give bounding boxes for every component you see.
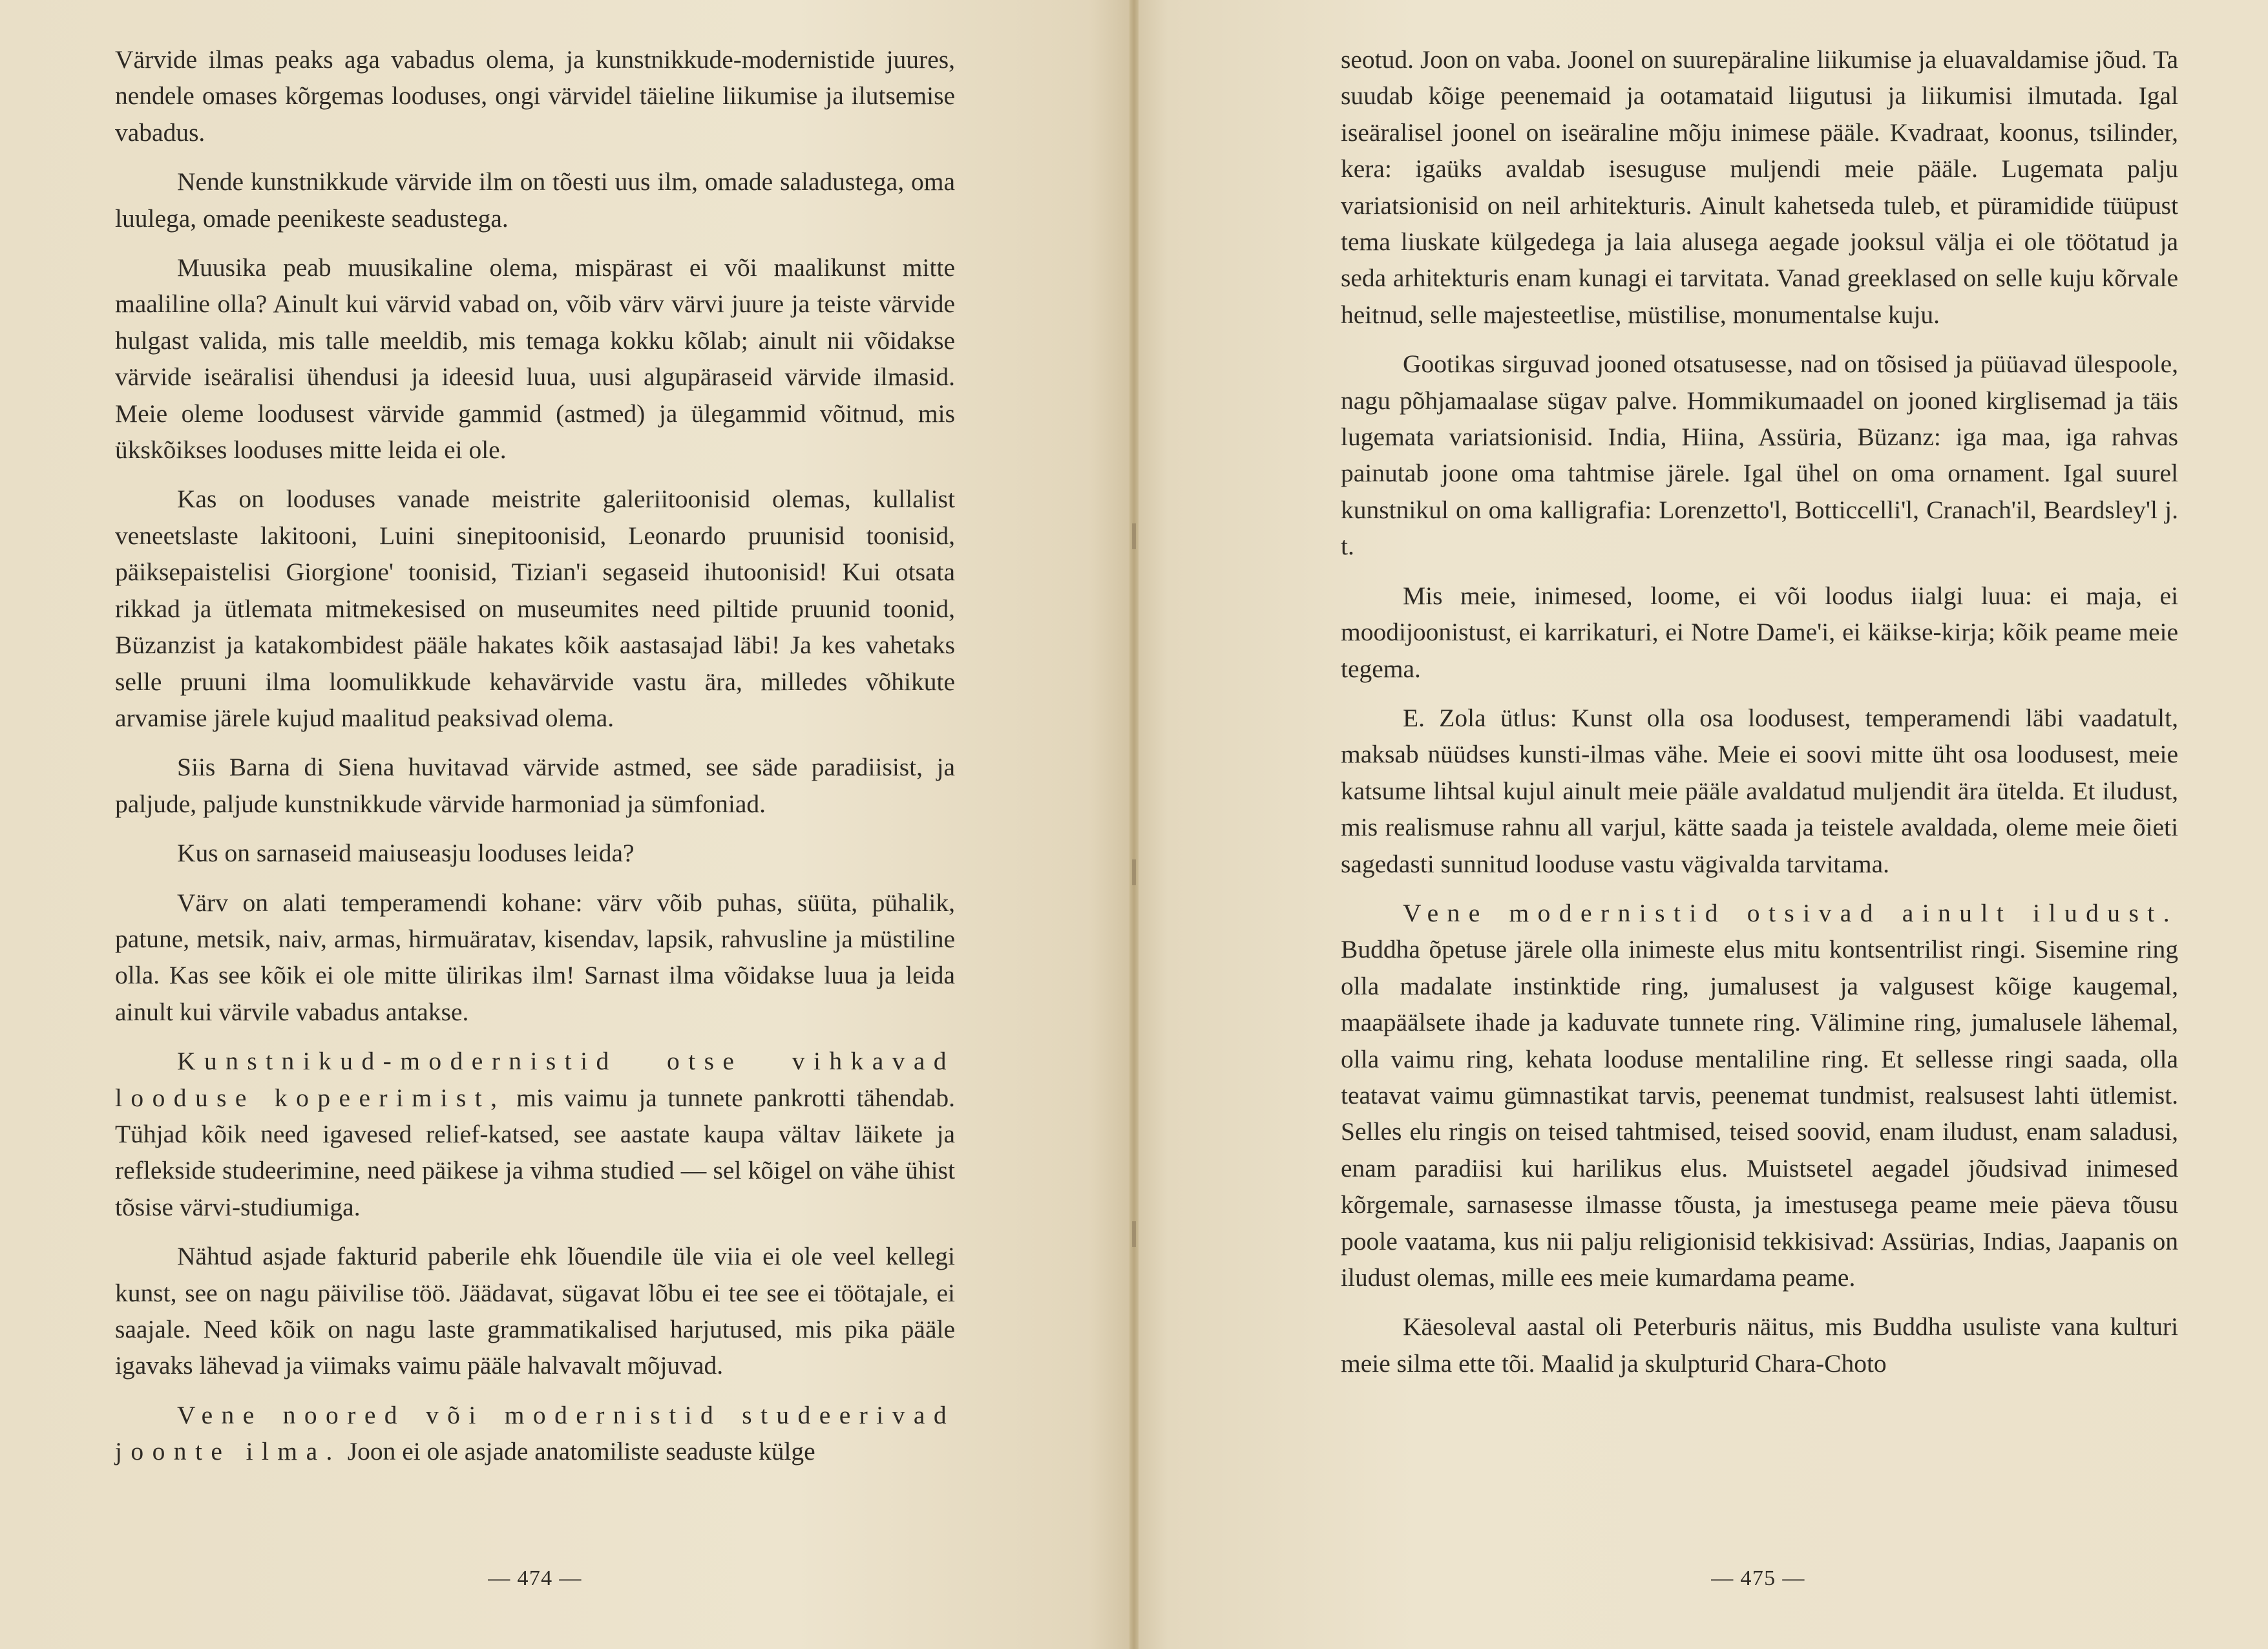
paragraph-text: Mis meie, inimesed, loome, ei või loodus iialgi luua: ei maja, ei moodijoonistust, ei karrikaturi, ei Notre Dame'i, ei käikse-kirja; kõik peame meie tegema. xyxy=(1341,581,2178,683)
page-number: — 474 — xyxy=(488,1566,582,1590)
paragraph-text: mis vaimu ja tunnete pankrotti tähendab. Tühjad kõik need igavesed relief-katsed, see aastate kaupa vältav läikete ja reflekside studeerimine, need päikese ja vihma studied — sel kõigel on vähe ühist tõsise värvi-studiumiga. xyxy=(115,1083,956,1221)
paragraph xyxy=(115,163,955,236)
paragraph-text: Gootikas sirguvad jooned otsatusesse, nad on tõsised ja püüavad ülespoole, nagu põhjamaalase sügav palve. Hommikumaadel on jooned kirglisemad ja täis lugemata variatsionisid. India, Hiina, Assüria, Büzanz: iga maa, iga rahvas painutab joone oma tahtmise järele. Igal ühel on oma ornament. Igal suurel kunstnikul on oma kalligrafia: Lorenzetto'l, Botticcelli'l, Cranach'il, Beardsley'l j. t. xyxy=(1341,350,2178,561)
paragraph-text: Siis Barna di Siena huvitavad värvide astmed, see säde paradiisist, ja paljude, paljude kunstnikkude värvide harmoniad ja sümfoniad. xyxy=(115,753,955,818)
paragraph xyxy=(1341,41,2178,333)
right-page xyxy=(1134,0,2268,1649)
paragraph xyxy=(115,41,955,151)
spaced-emphasis: Kunstnikud-modernistid otse vihkavad looduse kopeerimist, xyxy=(115,1047,955,1112)
paragraph-text: Nähtud asjade fakturid paberile ehk lõuendile üle viia ei ole veel kellegi kunst, see on nagu päivilise töö. Jäädavat, sügavat lõbu ei tee see ei töötajale, ei saajale. Need kõik on nagu laste grammatikalised harjutused, mis pika pääle igavaks lähevad ja viimaks vaimu pääle halvavalt mõjuvad. xyxy=(115,1242,955,1380)
paragraph xyxy=(115,885,955,1031)
paragraph-text: Muusika peab muusikaline olema, mispärast ei või maalikunst mitte maaliline olla? Ainult kui värvid vabad on, võib värv värvi juure ja teiste värvide hulgast valida, mis talle meeldib, mis temaga kokku kõlab; ainult nii võidakse värvide iseäralisi ühendusi ja ideesid luua, uusi algupäraseid värvide ilmasid. Meie oleme loodusest värvide gammid (astmed) ja ülegammid võitnud, mis ükskõikses looduses mitte leida ei ole. xyxy=(115,253,955,465)
right-page-text xyxy=(1341,41,2178,1381)
paragraph-text: seotud. Joon on vaba. Joonel on suurepäraline liikumise ja eluavaldamise jõud. Ta suudab kõige peenemaid ja ootamataid liigutusi ja liikumisi ilmutada. Igal iseäralisel joonel on iseäraline mõju inimese pääle. Kvadraat, koonus, tsilinder, kera: igaüks avaldab isesuguse muljendi meie pääle. Lugemata palju variatsionisid on neil arhitekturis. Ainult kahetseda tuleb, et püramidide tüüpust tema liuskate külgedega ja laia alusega aegade jooksul välja ei ole töötatud ja seda arhitekturis enam kunagi ei tarvitata. Vanad greeklased on selle kuju kõrvale heitnud, selle majesteetlise, müstilise, monumentalse kuju. xyxy=(1341,45,2178,329)
paragraph xyxy=(1341,578,2178,687)
left-page-text xyxy=(115,41,955,1470)
paragraph xyxy=(115,481,955,736)
page-number: — 475 — xyxy=(1711,1566,1805,1590)
spaced-emphasis: Vene noored või modernistid studeerivad joonte ilma. xyxy=(115,1400,955,1466)
binding-stitch xyxy=(1132,1221,1136,1247)
paragraph xyxy=(115,749,955,822)
paragraph-text: Kus on sarnaseid maiuseasju looduses leida? xyxy=(177,839,635,868)
paragraph xyxy=(115,1043,955,1225)
paragraph xyxy=(115,249,955,468)
paragraph-text: Värvide ilmas peaks aga vabadus olema, ja kunstnikkude-modernistide juures, nendele omases kõrgemas looduses, ongi värvidel täieline liikumise ja ilutsemise vabadus. xyxy=(115,45,955,147)
paragraph-text: Nende kunstnikkude värvide ilm on tõesti uus ilm, omade saladustega, oma luulega, omade peenikeste seadustega. xyxy=(115,167,955,233)
binding-stitch xyxy=(1132,859,1136,885)
paragraph-text: Joon ei ole asjade anatomiliste seaduste külge xyxy=(341,1437,815,1466)
binding-stitch xyxy=(1132,523,1136,549)
paragraph xyxy=(1341,346,2178,564)
paragraph-text: Värv on alati temperamendi kohane: värv võib puhas, süüta, pühalik, patune, metsik, naiv, armas, hirmuäratav, kisendav, lapsik, rahvusline ja müstiline olla. Kas see kõik ei ole mitte ülirikas ilm! Sarnast ilma võidakse luua ja leida ainult kui värvile vabadus antakse. xyxy=(115,888,955,1026)
paragraph-text: E. Zola ütlus: Kunst olla osa loodusest, temperamendi läbi vaadatult, maksab nüüdses kunsti-ilmas vähe. Meie ei soovi mitte üht osa loodusest, meie katsume lihtsal kujul ainult meie pääle avaldatud muljendit ära ütelda. Et iludust, mis realismuse rahnu all varjul, kätte saada ja teistele avaldada, oleme meie õieti sagedasti sunnitud looduse vastu vägivalda tarvitama. xyxy=(1341,703,2178,878)
book-gutter xyxy=(1129,0,1139,1649)
paragraph xyxy=(115,835,955,871)
paragraph xyxy=(1341,1308,2178,1381)
paragraph-text: Buddha õpetuse järele olla inimeste elus mitu kontsentrilist ringi. Sisemine ring olla madalate instinktide ring, jumalusest ja valgusest kõige kaugemal, maapäälsete ihade ja kaduvate tunnete ring. Välimine ring, jumalusele lähemal, olla vaimu ring, kehata looduse mentaliline ring. Et sellesse ringi saada, olla teatavat vaimu gümnastikat tarvis, peenemat tundmist, realsusest lahti ütlemist. Selles elu ringis on teised tahtmised, teised soovid, enam iludust, enam saladusi, enam paradiisi kui harilikus elus. Muistsetel aegadel jõudsivad inimesed kõrgemale, sarnasesse ilmasse tõusta, ja imestusega peame meie päeva tõusu poole vaatama, kus nii palju religionisid tekkisivad: Assürias, Indias, Jaapanis on iludust olemas, mille ees meie kumardama peame. xyxy=(1341,935,2178,1292)
paragraph-text: Käesoleval aastal oli Peterburis näitus, mis Buddha usuliste vana kulturi meie silma ette tõi. Maalid ja skulpturid Chara-Choto xyxy=(1341,1312,2178,1378)
paragraph xyxy=(1341,895,2178,1296)
spaced-emphasis: Vene modernistid otsivad ainult iludust. xyxy=(1403,898,2178,927)
paragraph xyxy=(115,1397,955,1470)
paragraph-text: Kas on looduses vanade meistrite galeriitoonisid olemas, kullalist veneetslaste lakitooni, Luini sinepitoonisid, Leonardo pruunisid toonisid, päiksepaistelisi Giorgione' toonisid, Tizian'i segaseid ihutoonisid! Kui otsata rikkad ja ütlemata mitmekesised on museumites need piltide pruunid toonid, Büzanzist ja katakombidest pääle hakates kõik aastasajad läbi! Ja kes vahetaks selle pruuni ilma loomulikkude kehavärvide vastu ära, milledes võhikute arvamise järele kujud maalitud peaksivad olema. xyxy=(115,485,955,732)
paragraph xyxy=(115,1238,955,1384)
paragraph xyxy=(1341,700,2178,882)
